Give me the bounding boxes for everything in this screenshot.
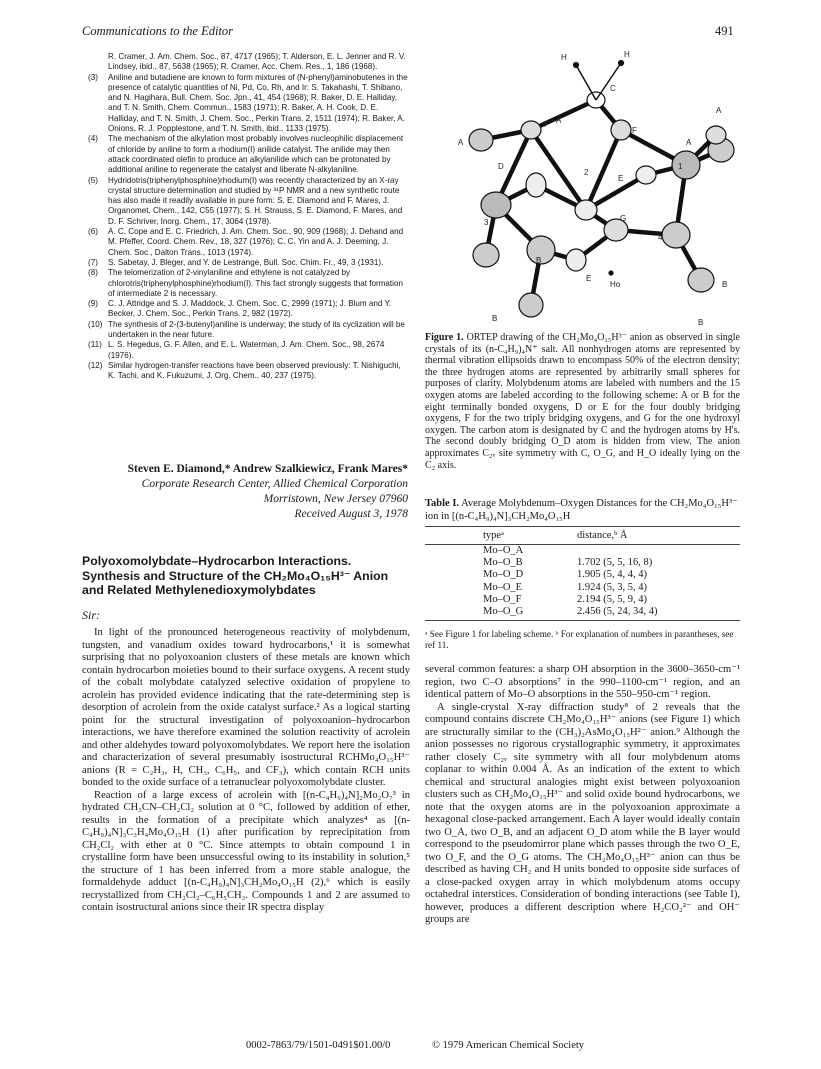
reference-item: (4) The mechanism of the alkylation most probably involves nucleophilic displacement of chloride by aniline to form a rhodium(I) anilide catalyst. The anilide may then attack coordinated olefin to produce an alkylanilide which can be protonated by additional aniline to regenerate the catalyst and liberate N-alkylaniline. (88, 134, 404, 175)
reference-item: (3) Aniline and butadiene are known to form mixtures of (N-phenyl)aminobutenes in the presence of catalytic quantities of Ni, Pd, Co, Rh, and Ir: S. Takahashi, T. Shibano, and N. Hagihara, Bull. Chem. Soc. Jpn., 41, 454 (1968); R. Baker, D. E. Halliday, and T. N. Smith, Chem. Commun., 1583 (1971); R. Baker, A. H. Cook, D. E. Halliday, and T. N. Smith, J. Chem. Soc., Perkin Trans. 2, 1511 (1974); R. Baker, A. Onions, R. J. Popplestone, and T. N. Smith, ibid., 1133 (1975). (88, 72, 408, 134)
reference-list (88, 52, 408, 382)
atom-label: B (698, 318, 704, 327)
column-header-distance: distance,ᵇ Å (577, 530, 628, 541)
paragraph: several common features: a sharp OH absorption in the 3600–3650-cm⁻¹ region, two C–O absorptions⁷ in the 990–1100-cm⁻¹ region, and an identical pattern of Mo–O absorptions in the 550–950-cm⁻¹ region. (425, 664, 740, 700)
article-title: Polyoxomolybdate–Hydrocarbon Interactions. Synthesis and Structure of the CH₂Mo₄O₁₅H³⁻ Anion and Related Methylenedioxymolybdates (82, 554, 389, 597)
atom-label: A (556, 116, 562, 125)
atom-label: C (610, 84, 616, 93)
reference-item: (5) Hydridotris(triphenylphosphine)rhodium(I) was recently characterized by an X-ray crystal structure determination and studied by ³¹P NMR and a new synthetic route has also made it readily available in pure form: S. E. Diamond and F. Mares, J. Organomet. Chem., 142, C55 (1977); S. H. Strauss, S. E. Diamond, F. Mares, and D. F. Schriver, Inorg. Chem., 17, 3064 (1978). (88, 175, 403, 226)
table-title-text: Average Molybdenum–Oxygen Distances for the CH₂Mo₄O₁₅H³⁻ ion in [(n-C₄H₉)₄N]₃CH₂Mo₄O₁₅H (425, 498, 738, 522)
atom-label: 1 (678, 162, 683, 171)
received-date: Received August 3, 1978 (294, 508, 408, 520)
author-block (88, 462, 408, 522)
table-title-label: Table I. (425, 498, 460, 509)
ortep-figure (436, 45, 736, 327)
paragraph: In light of the pronounced heterogeneous reactivity of molybdenum, tungsten, and vanadium oxides toward hydrocarbons,¹ it is somewhat surprising that no polyoxoanion clusters of these metals are known which contain hydrocarbon moieties bound to their surface oxygens. A recent study of the cobalt molybdate catalyzed selective oxidation of propylene to acrolein has provided evidence indicating that the rate-determining step is desorption of acrolein from the oxide catalyst surface.² As a logical starting point for the structural investigation of polyoxoanion–hydrocarbon interactions, we have therefore examined the solution reactivity of acrolein and other aldehydes toward polyoxomolybdates. We report here the isolation and characterization of several presumably isostructural RCHMo₄O₁₅H³⁻ anions (R = C₂H₃, H, CH₃, C₆H₅, and CF₃), which contain RCH units bonded to the oxide surface of a tetranuclear polyoxomolybdate cluster. (82, 627, 410, 788)
page-number: 491 (715, 24, 734, 38)
column-header-type: typeᵃ (483, 530, 504, 541)
paragraph: Reaction of a large excess of acrolein with [(n-C₄H₉)₄N]₂Mo₂O₇³ in hydrated CH₃CN–CH₂Cl₂ solution at 0 °C, followed by addition of ether, results in the formation of a precipitate which analyzes⁴ as [(n-C₄H₉)₄N]₃C₃H₄Mo₄O₁₅H (1) after purification by reprecipitation from CH₂Cl₂ with ether at 0 °C. Since attempts to obtain compound 1 in crystalline form have been unsuccessful owing to its instability in solution,⁵ the structure of 1 has been inferred from a more stable analogue, the formaldehyde adduct [(n-C₄H₉)₄N]₃CH₂Mo₄O₁₅H (2),⁶ which is easily recrystallized from CH₂Cl₂–C₆H₅CH₃. Compounds 1 and 2 are assumed to contain isostructural anions since their IR spectra display (82, 789, 410, 913)
atom-label: F (544, 120, 549, 129)
reference-item: (9) C. J. Attridge and S. J. Maddock, J. Chem. Soc. C, 2999 (1971); J. Blum and Y. Becker, J. Chem. Soc., Perkin Trans. 2, 982 (1972). (88, 299, 392, 319)
table-row: Mo–O_D 1.905 (5, 4, 4, 4) (483, 569, 647, 581)
body-left-column (82, 627, 410, 915)
paragraph: A single-crystal X-ray diffraction study⁸ of 2 reveals that the compound contains discrete CH₂Mo₄O₁₅H³⁻ anions (see Figure 1) which are structurally similar to the (CH₃)₂AsMo₄O₁₅H²⁻ anion.⁹ Although the anion possesses no rigorous crystallographic symmetry, it approximates rather closely C₂ᵥ site symmetry with all four molybdenum atoms coplanar to within 0.004 Å. As an indication of the extent to which chemical and structural analogies might exist between polyoxoanion clusters such as CH₂Mo₄O₁₅H³⁻ and solid oxide bound hydrocarbons, we note that the oxygen atoms are in the polyoxoanion approximate a hexagonal close-packed arrangement. Each A layer would ideally contain two O_A, two O_B, and an adjacent O_D atom while the B layer would correspond to the pseudomirror plane which passes through the two O_E, two O_F, and the O_G atoms. The CH₂Mo₄O₁₅H³⁻ anion can thus be described as having CH₂ and H units bonded to opposite side surfaces of a close-packed oxygen array in which molybdenum atoms occupy octahedral interstices. Consideration of bonding interactions (see Table I), however, produces a different description where H₂CO₂²⁻ and OH⁻ groups are (425, 701, 740, 925)
atom-label: 2 (584, 168, 589, 177)
figure-caption (425, 332, 740, 471)
atom-label: E (586, 274, 592, 283)
reference-item: (12) Similar hydrogen-transfer reactions have been observed previously: T. Nishiguchi, K. Tachi, and K. Fukuzumi, J. Org. Chem., 40, 237 (1975). (88, 360, 401, 381)
atom-label: A (458, 138, 464, 147)
affiliation: Corporate Research Center, Allied Chemical Corporation (141, 478, 408, 490)
atom-label: Ho (610, 280, 621, 289)
reference-item: (6) A. C. Cope and E. C. Friedrich, J. Am. Chem. Soc., 90, 909 (1968); J. Dehand and M. Pfeffer, Coord. Chem. Rev., 18, 327 (1976); C. C. Yin and A. J. Deeming, J. Chem. Soc., Dalton Trans., 1013 (1974). (88, 227, 404, 257)
atom-label: H (624, 50, 630, 59)
atom-label: A (716, 106, 722, 115)
figure-caption-label: Figure 1. (425, 332, 464, 343)
table-footnote: ᵃ See Figure 1 for labeling scheme. ᵇ For explanation of numbers in parantheses, see ref 11. (425, 629, 734, 650)
atom-label: B (492, 314, 498, 323)
atom-label: A (686, 138, 692, 147)
table-header-row (425, 527, 740, 544)
table-row: Mo–O_E 1.924 (5, 3, 5, 4) (483, 581, 647, 593)
atom-label: 3 (484, 218, 489, 227)
atom-label: H (561, 53, 567, 62)
reference-item: (8) The telomerization of 2-vinylaniline and ethylene is not catalyzed by chlorotris(triphenylphosphine)rhodium(I). This fact strongly suggests that formation of intermediate 2 is necessary. (88, 268, 403, 298)
table-row: Mo–O_F 2.194 (5, 5, 9, 4) (483, 593, 647, 605)
body-right-column (425, 664, 740, 927)
reference-item: (10) The synthesis of 2-(3-butenyl)aniline is underway; the study of its cyclization will be undertaken in the near future. (88, 319, 405, 340)
figure-caption-text: ORTEP drawing of the CH₂Mo₄O₁₅H³⁻ anion as observed in single crystals of its (n-C₄H₉)₄N⁺ salt. All nonhydrogen atoms are represented by thermal vibration ellipsoids drawn to encompass 50% of the electron density; the three hydrogen atoms are represented by arbitrarily small spheres for purposes of clarity. Molybdenum atoms are labeled with numbers and the 15 oxygen atoms are labeled according to the following scheme: A or B for the eight terminally bonded oxygens, D or E for the four doubly bridging oxygens, F for the two triply bridging oxygens, and G for the one hydroxyl oxygen. The carbon atom is designated by C and the hydrogen atoms by H's. The second doubly bridging O_D atom is hidden from view. The anion approximates C₂ᵥ site symmetry with C, O_G, and H_O ideally lying on the C₂ axis. (425, 332, 740, 471)
atom-label: E (618, 174, 624, 183)
atom-label: D (498, 162, 504, 171)
reference-item: R. Cramer, J. Am. Chem. Soc., 87, 4717 (1965); T. Alderson, E. L. Jenner and R. V. Lindsey, ibid., 87, 5638 (1965); R. Cramer, Acc. Chem. Res., 1, 186 (1968). (108, 52, 406, 72)
article-code: 0002-7863/79/1501-0491$01.00/0 (246, 1040, 391, 1051)
atom-label: 4 (658, 233, 663, 242)
table-row: Mo–O_A (483, 545, 524, 556)
table-row: Mo–O_G 2.456 (5, 24, 34, 4) (483, 606, 658, 618)
atom-label: F (632, 126, 637, 135)
reference-item: (7) S. Sabetay, J. Bleger, and Y. de Lestrange, Bull. Soc. Chim. Fr., 49, 3 (1931). (88, 257, 384, 267)
location: Morristown, New Jersey 07960 (263, 493, 408, 505)
ortep-drawing (436, 45, 736, 327)
author-names: Steven E. Diamond,* Andrew Szalkiewicz, Frank Mares* (127, 463, 408, 475)
copyright: © 1979 American Chemical Society (432, 1040, 585, 1051)
atom-label: G (620, 214, 627, 223)
table-title (425, 498, 740, 523)
journal-section-header: Communications to the Editor (82, 24, 234, 38)
distance-table (425, 526, 740, 621)
reference-item: (11) L. S. Hegedus, G. F. Allen, and E. L. Waterman, J. Am. Chem. Soc., 98, 2674 (1976). (88, 340, 385, 360)
salutation: Sir: (82, 608, 100, 622)
table-rule (425, 620, 740, 621)
table-row: Mo–O_B 1.702 (5, 5, 16, 8) (483, 557, 653, 569)
atom-label: B (722, 280, 728, 289)
atom-label: B (536, 256, 542, 265)
